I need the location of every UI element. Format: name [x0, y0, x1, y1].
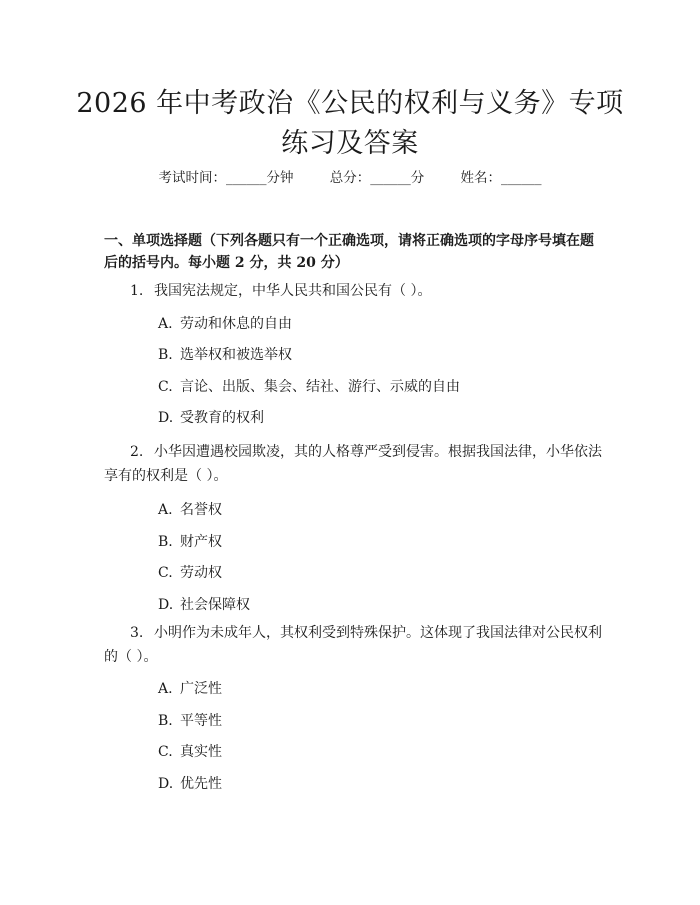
- option-text: 名誉权: [180, 502, 222, 518]
- document-title: [0, 84, 700, 164]
- name-field: 姓名：______: [460, 170, 542, 186]
- option-text: 受教育的权利: [180, 410, 264, 426]
- question-text: 小华因遭遇校园欺凌，其的人格尊严受到侵害。根据我国法律，小华依法享有的权利是（ ）。: [104, 444, 602, 484]
- option-3c: [158, 742, 222, 762]
- option-letter: D.: [158, 597, 174, 613]
- exam-time-field: 考试时间：______分钟: [158, 170, 294, 186]
- option-2a: [158, 500, 222, 520]
- option-2b: [158, 532, 222, 552]
- option-letter: B.: [158, 347, 173, 363]
- option-letter: C.: [158, 379, 173, 395]
- option-3b: [158, 711, 222, 731]
- option-1c: [158, 377, 460, 397]
- option-1b: [158, 345, 292, 365]
- option-text: 财产权: [180, 534, 222, 550]
- option-letter: B.: [158, 534, 173, 550]
- option-text: 言论、出版、集会、结社、游行、示威的自由: [180, 379, 460, 395]
- section-heading: 一、单项选择题（下列各题只有一个正确选项，请将正确选项的字母序号填在题后的括号内。每小题 2 分，共 20 分）: [104, 233, 594, 271]
- title-line-1: 2026 年中考政治《公民的权利与义务》专项: [76, 88, 624, 119]
- option-2c: [158, 563, 222, 583]
- option-letter: C.: [158, 744, 173, 760]
- option-text: 真实性: [180, 744, 222, 760]
- option-letter: B.: [158, 713, 173, 729]
- option-2d: [158, 595, 250, 615]
- option-text: 劳动权: [180, 565, 222, 581]
- question-number: 1.: [130, 283, 144, 299]
- option-letter: A.: [158, 681, 173, 697]
- option-letter: D.: [158, 776, 174, 792]
- question-3: [104, 621, 604, 669]
- question-2: [104, 440, 604, 488]
- option-letter: A.: [158, 316, 173, 332]
- question-text: 小明作为未成年人，其权利受到特殊保护。这体现了我国法律对公民权利的（ ）。: [104, 625, 602, 665]
- option-1a: [158, 314, 292, 334]
- total-score-field: 总分：______分: [329, 170, 425, 186]
- option-3a: [158, 679, 222, 699]
- question-text: 我国宪法规定，中华人民共和国公民有（ ）。: [154, 283, 432, 299]
- option-text: 优先性: [180, 776, 222, 792]
- option-text: 广泛性: [180, 681, 222, 697]
- option-3d: [158, 774, 222, 794]
- option-text: 劳动和休息的自由: [180, 316, 292, 332]
- option-letter: D.: [158, 410, 174, 426]
- exam-info: [0, 168, 700, 188]
- title-line-2: 练习及答案: [281, 128, 419, 159]
- option-text: 平等性: [180, 713, 222, 729]
- question-number: 3.: [130, 625, 144, 641]
- option-1d: [158, 408, 264, 428]
- option-text: 选举权和被选举权: [180, 347, 292, 363]
- option-letter: C.: [158, 565, 173, 581]
- question-number: 2.: [130, 444, 144, 460]
- question-1: [104, 279, 604, 303]
- option-letter: A.: [158, 502, 173, 518]
- option-text: 社会保障权: [180, 597, 250, 613]
